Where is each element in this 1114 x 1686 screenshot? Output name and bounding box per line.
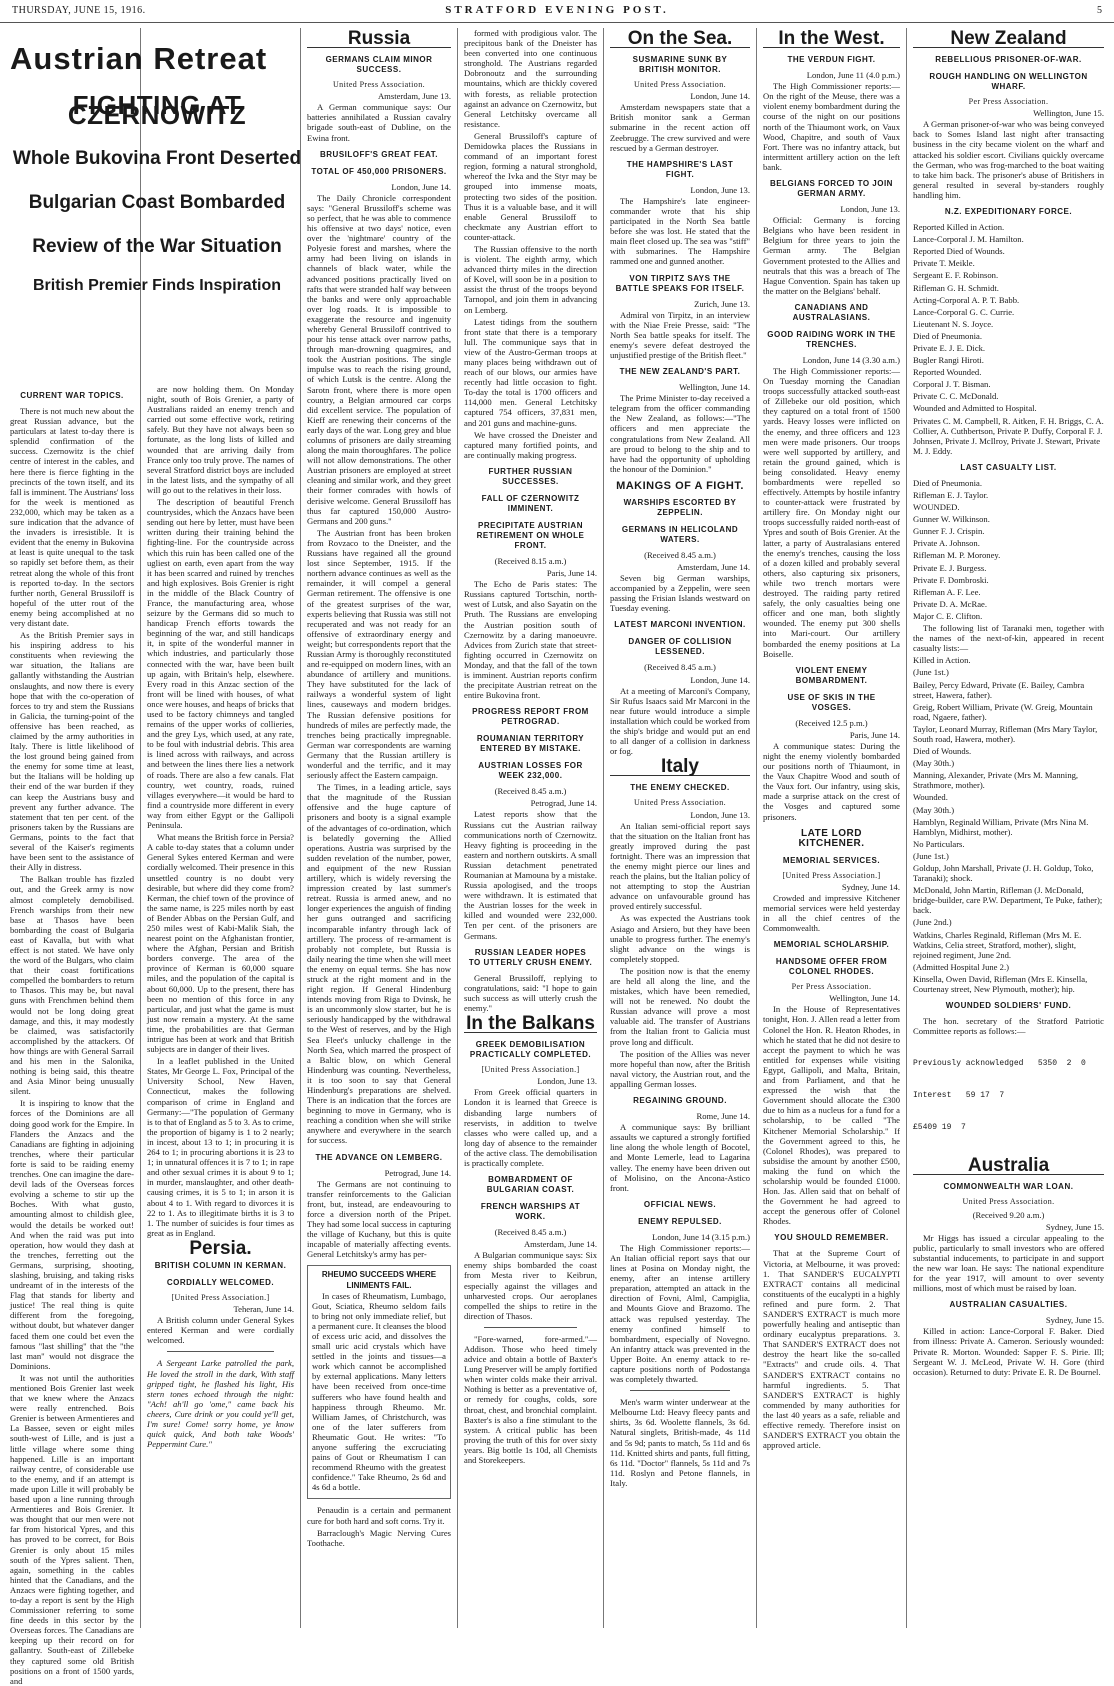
topics-para: The Balkan trouble has fizzled out, and the Greek army is now almost completely demobilised. French warships from their new base at Thasos have been bombarding the coast of Bulgaria east of Kavalla, but with what effect is not stated. We have only the word of the Bulgars, who claim that their coast fortifications compelled the bombarders to return to Thasos. This may be, but naval guns with Frenchmen behind them would not be long doing great damage, and this, it may modestly be claimed, was satisfactorily accomplished by the attackers. Of how things are with General Sarrail and his men in the Salonika, nothing is being said, this theatre and Asia Minor being unusually silent. [10,874,134,1097]
list-item: Watkins, Charles Reginald, Rifleman (Mrs M. E. Watkins, Celia street, Stratford, mother), slight, rejoined regiment, June 2nd. [913,929,1082,960]
subhead: FALL OF CZERNOWITZ IMMINENT. [481,493,580,513]
dateline: Amsterdam, June 14. [676,562,750,572]
article-text: In the House of Representatives tonight, Hon. J. Allen read a letter from Colonel the Hon. R. Heaton Rhodes, in which he stated that he did not desire to accept the payment to which he was entitled for expenses while visiting Egypt, Gallipoli, and Malta, Britain, and from Parliament, and that he expressed the wish that the Government should allocate the £300 due to him as a nucleus for a fund for a scholarship, to be called "The Kitchener Memorial Scholarship." If the Government agreed to this, he (Colonel Rhodes), was prepared to subsidise the amount by another £500, making the fund on which the scholarship would be founded £1000. Hon. Jas. Allen said that on behalf of the Government he had agreed to accept the generous offer of Colonel Rhodes. [763,1004,900,1227]
issue-date: THURSDAY, JUNE 15, 1916. [12,5,146,16]
lead-headline-block [10,28,304,388]
dateline: Petrograd, June 14. [384,1167,451,1178]
subhead: VIOLENT ENEMY BOMBARDMENT. [795,665,868,685]
subhead: FRENCH WARSHIPS AT WORK. [480,1202,581,1222]
list-item: Private E. J. Burgess. [913,562,987,573]
advert-text: Men's warm winter underwear at the Melbourne Ltd: Heavy fleecy pants and shirts, 3s 6d. Woolette flannels, 3s 6d. Natural singlets, British-made, 4s 11d and 5s 9d; pants to match, 5s 11d and 6s 11d. Knitted shirts and pants, full fitting, 6s 11d. "Doctor" flannels, 5s 11d and 7s 11d. Roslyn and Petone flannels, in Italy. [610,1397,750,1488]
dateline: Amsterdam, June 13. [377,91,451,102]
dateline: London, June 14. [690,674,750,685]
dateline: London, June 13. [690,809,750,820]
list-item: Bailey, Percy Edward, Private (E. Bailey, Cambra street, Hawera, father). [913,679,1085,700]
article-text: The High Commissioner reports:—An Italian official report says that our lines at Posina on Monday night, the enemy, after an intense artillery preparation, attempted an attack in the direction of Fovni, Alml, Campiglia, and Mounts Giove and Brazomo. The attack was repulsed yesterday. The enemy confined himself to bombardment, especially of Novegno. An infantry attack was prevented in the Upper Boite. An enemy attack to re-capture positions north of Podostanga was completely thwarted. [610,1242,750,1385]
topics-para: It is inspiring to know that the forces of the Dominions are all doing good work for the Empire. In Flanders the Anzacs and the Canadians are fighting in adjoining trenches, where their particular forte is said to be raiding enemy trenches. One can imagine the dare-devil lads of the Overseas forces evolving a scheme to stir up the Boches. With what gusto, amounting almost to childish glee, would the details be worked out! And when the raid was put into operation, how would they dash at the trenches, ferretting out the Germans, surprising, shooting, slashing, bruising, and taking risks undreamt of in the interests of the Flag that stands for liberty and justice! The real thing is quite different from the foregoing, without doubt, but whatever danger faced them one could bet even the famous "last shilling" that the "the last man" would not disgrace the Dominions. [10,1098,134,1371]
subhead: LATEST MARCONI INVENTION. [614,620,746,630]
taranaki-list [913,655,1104,994]
received-time: (Received 12.5 p.m.) [795,717,868,728]
article-text: The Russian offensive to the north is violent. The eighth army, which advanced thirty miles in the direction of Kovel, will soon be in a position to assist the thrust of the troops beyond Tarnopol, and join them in advancing on Lemberg. [464,243,597,315]
separator [167,1351,274,1352]
list-item: Corporal J. T. Bisman. [913,379,991,390]
list-item: Died of Wounds. [913,746,972,757]
subhead: YOU SHOULD REMEMBER. [774,1233,889,1243]
advert-text: "Fore-warned, fore-armed."—Addison. Those who heed timely advice and obtain a bottle of Baxter's Lung Preserver will be amply fortified when winter colds make their arrival. Nothing is better as a preventative of, or remedy for coughs, colds, sore throat, chest, and bronchial complaint. Baxter's is also a fine stimulant to the system. A critical public has been proving the truth of this for over sixty years. Big bottle 1s 10d, all Chemists and Storekeepers. [464,1333,597,1466]
dateline: Rome, June 14. [696,1111,750,1122]
advert-verse: A Sergeant Larke patrolled the park, He loved the stroll in the dark, With staff gripped tight, he flashed his light, His stern tones echoed through the night: "Ach! ah'll go 'ome," came back his cheers, Cure drink or you could ye'll get, I'm sure! Come! sorry home, ye know quick quick, And both take Woods' Peppermint Cure." [147,1358,294,1450]
article-text: A Bulgarian communique says: Six enemy ships bombarded the coast from Mesta river to Keibrun, especially against the villages and unharvested crops. Our aeroplanes compelled the ships to retire in the direction of Thasos. [464,1250,597,1321]
column-1 [4,384,140,1686]
article-text: A communique says: By brilliant assaults we captured a strongly fortified line along the whole length of Bocotel, and Monte Lemerle, lead to Lagarina valley. The enemy have been driven out of Molisino, on the Ancona-Astico front. [610,1122,750,1193]
received-time: (Received 8.45 a.m.) [494,786,567,797]
subhead: BRUSILOFF'S GREAT FEAT. [320,149,438,159]
dateline: London, June 14. [391,181,451,192]
subhead: THE ENEMY CHECKED. [630,783,730,793]
agency-line: United Press Association. [634,798,726,808]
headline-bulgarian-coast: Bulgarian Coast Bombarded [28,192,286,214]
dateline: London, June 11 (4.0 p.m.) [806,70,900,81]
list-item: Died of Pneumonia. [913,477,982,488]
article-text: General Brussiloff's capture of Demidowka places the Russians in command of an important forest region, forming a natural stronghold, whereof the Ivka and the Styr may be grouped into immense moats, protecting two sides of the position. Thus it is a valuable base, and it will enable General Brussiloff to checkmate any Austrian effort to counter-attack. [464,130,597,242]
subhead: BOMBARDMENT OF BULGARIAN COAST. [486,1175,575,1195]
list-item: Private D. A. McRae. [913,598,987,609]
rheumo-advert [307,1265,451,1499]
subhead: SUSMARINE SUNK BY BRITISH MONITOR. [632,55,728,75]
dateline: London, June 14 (3.30 a.m.) [802,354,900,365]
fund-row: £5409 19 7 [913,1123,966,1133]
topics-para: What means the British force in Persia? A cable to-day states that a column under General Sykes entered Kerman and were cordially welcomed. Their presence in this unsettled country is no doubt very desirable, but where did they come from? Kerman, the chief town of the province of the same name, is 225 miles north by east of Bender Abbas on the Persian Gulf, and 250 miles west of Kabi-Malik Siah, the nearest point on the Afghanistan frontier, where the Afghan, Persian and British borders converge. The area of the province of Kerman is 60,000 square miles, and the population of the capital is about 60,000. Up to the present, there has been no mention of this force in any particular, and just what the game is must just now remain a mystery. At the same time, the probabilities are that German intrigue has been at work and that British subjects are in danger of their lives. [147,832,294,1055]
subhead: USE OF SKIS IN THE VOSGES. [787,692,876,712]
list-item: Hamblyn, Reginald William, Private (Mrs Nina M. Hamblyn, Midhirst, mother). [913,816,1089,837]
subhead: N.Z. EXPEDITIONARY FORCE. [944,207,1073,217]
subhead: LATE LORD KITCHENER. [798,827,865,849]
advert-text: That at the Supreme Court of Victoria, at Melbourne, it was proved: 1. That SANDER'S EUCALYPTI EXTRACT contains all medicinal constituents of the eucalypti in a highly refined and pure form. 2. That SANDER'S EXTRACT is much more powerfully healing and antiseptic than ordinary eucalyptus preparations. 3. That SANDER'S EXTRACT does not destroy the heart like the so-called "Extracts" and crude oils. 4. That SANDER'S EXTRACT contains no harmful ingredients. 5. That SANDER'S EXTRACT is highly commended by many authorities for the last 40 years as a safe, reliable and effective remedy. Therefore insist on SANDER'S EXTRACT you obtain the approved article. [763,1248,900,1451]
dateline: Wellington, June 14. [679,382,750,393]
agency-line: United Press Association. [333,80,425,90]
subhead: ROUMANIAN TERRITORY ENTERED BY MISTAKE. [476,734,585,754]
list-item: Bugler Rangi Hiroti. [913,355,984,366]
agency-line: United Press Association. [634,80,726,90]
subhead: MEMORIAL SERVICES. [782,855,881,865]
dateline: Sydney, June 15. [1045,1315,1104,1326]
list-item: Greig, Robert William, Private (W. Greig, Mountain road, Ngaere, father). [913,701,1093,722]
list-item: Rifleman A. F. Lee. [913,586,981,597]
article-text: Amsterdam newspapers state that a British monitor sank a German submarine in the recent action off Zeebrugge. The crew survived and were rescued by a German destroyer. [610,102,750,153]
dateline: Wellington, June 15. [1033,108,1104,119]
subhead: RUSSIAN LEADER HOPES TO UTTERLY CRUSH ENEMY. [468,947,593,967]
article-text: The Daily Chronicle correspondent says: "General Brussiloff's scheme was so perfect, that he was able to commence his offensive at two days' notice, even over the 'nightmare' country of the Polyesie forest and marshes, where the army had been living on islands in channels of black water, while the advanced positions practically lived on rafts that were stranded half way between the banks and were only approachable over log roads. It is impossible to exaggerate the resource and ingenuity whereby General Brussiloff contrived to pour his tense attack over narrow paths, through man-drowning quagmires, and took the Austrian positions. The single impulse was to reach the rising ground, of which Lutsk is the centre. Along the Sarotn front, where there is more open country, a Belgian armoured car corps did excellent service. The population of Kieff are renewing their concerns of the early days of the war. Long grey and blue columns of prisoners are daily streaming along the main thoroughfares. The police will not allow demonstrations. The other Austrian prisoners are employed at street cleaning and similar work, and they greet their former comrades with howls of derisive welcome. General Brussiloff has thus far captured 150,000 Austro-Germans and 200 guns." [307,192,451,526]
article-text: As was expected the Austrians took Asiago and Arsiero, but they have been unable to progress further. The enemy's slight advance on the wings is completely stopped. [610,913,750,964]
list-item: Kinsella, Owen David, Rifleman (Mrs E. Kinsella, Courtenay street, New Plymouth, mother); hip. [913,973,1088,995]
article-text: Killed in action: Lance-Corporal F. Baker. Died from illness: Private A. Cameron. Seriously wounded: Private R. Morton. Wounded: Sapper F. S. Pirie. Ill; Sergeant W. J. McLeod, Private W. H. Gore (third occasion). Returned to duty: Private E. R. De Bournel. [913,1326,1104,1377]
list-item: Private E. J. E. Dick. [913,342,986,353]
fund-table [913,1038,1104,1155]
subhead: THE NEW ZEALAND'S PART. [619,367,741,377]
article-text: The Echo de Paris states: The Russians captured Tortschin, north-west of Lutsk, and also Sayatin on the Pruth. The Russians are enveloping the Austrian position south of Czernowitz by a daring manoeuvre. Advices from Zurich state that street-fighting occurred in Czernowitz on Monday, and that the fall of the town is imminent. Austrian reports confirm the precipitate Austrian retreat on the entire Bukovina front. [464,579,597,701]
received-time: (Received 9.20 a.m.) [972,1209,1045,1220]
list-item: Major C. E. Clifton. [913,610,983,621]
list-item: Died of Pneumonia. [913,330,982,341]
article-text: The following list of Taranaki men, together with the names of the next-of-kin, appeared in recent casualty lists:— [913,623,1104,654]
article-text: Latest reports show that the Russians cut the Austrian railway communications north of Czernowitz. Heavy fighting is proceeding in the eastern and northern outskirts. A small Russian detachment penetrated Roumanian at Mamouna by a mistake. Russia apologised, and the troops were withdrawn. It is estimated that the Austrian losses for the week in killed and wounded were 232,000. Ten per cent. of the prisoners are Germans. [464,809,597,941]
subhead: GREEK DEMOBILISATION PRACTICALLY COMPLETED. [469,1040,592,1060]
topics-para: It was not until the authorities mentioned Bois Grenier last week that we knew where the Anzacs were really entrenched. Bois Grenier is between Armentieres and La Bassee, seven or eight miles south-west of Lille, and is just a little village where some thing happened. Lille is an important railway centre, of considerable use to the enemy, and if an attempt is made upon Lille it will probably be based upon a line running through Armentieres and Bois Grenier. It was thought that our men were not far from historical Ypres, and this has proved to be correct, for Bois Grenier is only about 15 miles south of the Ypres salient. Then, again, something in the cables hinted that the Canadians, and the Anzacs were fighting together, and to-day a report is sent by the High Commissioner referring to some fine deeds in this sector by the Overseas forces. The Canadians are keeping up their record on for gallantry. South-east of Zillebeke they captured some old British positions on a front of 1500 yards, and [10,1372,134,1686]
page-number: 5 [1097,5,1102,16]
list-item: Gunner F. J. Crispin. [913,526,985,537]
casualty-list [913,222,1104,456]
topics-para: As the British Premier says in his inspiring address to his constituents when reviewing the war situation, the Italians are gallantly withstanding the Austrian onslaughts, and now there is every hope that with the co-operation of forces to try and stem the Russians in Galicia, the turning-point of the offensive has been reached, as claimed by the army authorities in Italy. There is little likelihood of the lost ground being gained from the enemy for some time at least, but the Italians will be holding up their end of the war burden if they can keep the Austrians busy and prevent any further advance. The statement that ten per cent. of the prisoners taken by the Russians are Germans, points to the fact that several of the Kaiser's regiments have been sent to the assistance of their Ally in distress. [10,630,134,873]
list-item: (June 2nd.) [913,917,952,928]
dateline: Teheran, June 14. [233,1304,294,1315]
subhead: VON TIRPITZ SAYS THE BATTLE SPEAKS FOR ITSELF. [615,273,745,293]
article-text: An Italian semi-official report says that the situation on the Italian front has greatly improved during the past fortnight. There was an impression that the enemy might pierce our lines and reach the plains, but the Italian policy of not attempting to stop the Austrian advance on unfavourable ground has proved entirely successful. [610,820,750,912]
article-text: A German communique says: Our batteries annihilated a Russian cavalry brigade south-east of Dubline, on the Ewina front. [307,102,451,143]
list-item: Wounded. [913,792,948,803]
subhead: LAST CASUALTY LIST. [960,462,1057,472]
subhead: AUSTRIAN LOSSES FOR WEEK 232,000. [478,761,583,781]
list-item: Rifleman G. H. Schmidt. [913,282,999,293]
received-time: (Received 8.45 a.m.) [494,1227,567,1238]
masthead [0,0,1114,23]
in-the-west-heading: In the West. [763,34,900,48]
headline-review: Review of the War Situation [32,236,282,258]
list-item: Killed in Action. [913,655,971,666]
agency-line: Per Press Association. [791,982,872,992]
article-text: The High Commissioner reports:—On Tuesday morning the Canadian troops successfully attacked south-east of Zillebeke our old position, which they captured on a total front of 1500 yards. Heavy losses were inflicted on the enemy, and three officers and 123 men were made prisoners. Our troops were well supported by artillery, and retain the ground gained, which is being consolidated. Heavy enemy bombardments were repelled so effectively. Attempts by hostile infantry to counter-attack were frustrated by artillery fire. On Monday night our troops successfully raided north-east of Ypres and south of Bois Grenier. At the latter, a party of Australasians entered the enemy's trenches, causing the loss of a dozen killed and probably several others, also capturing six prisoners, while two trench mortars were destroyed. The raiding party retired safely, the only casualties being one officer and one man, both slightly wounded. The enemy put 300 shells into Mari-court. Our artillery bombarded the enemy positions at La Boiselle. [763,365,900,659]
article-text: General Brussiloff, replying to congratulations, said: "I hope to gain such success as will utterly crush the enemy." [464,972,597,1013]
column-6 [757,28,906,1630]
list-item: (June 1st.) [913,850,949,861]
list-item: (May 30th.) [913,804,955,815]
article-text: The Austrian front has been broken from Rovzaco to the Dneister, and the Russians have regained all the ground lost since September, 1915. If the northern advance continues as well as the remainder, it will compel a general German retirement. The offensive is one of the greatest surprises of the war, experts believing that Russia was still not recuperated and was not ready for an offensive of extraordinary energy and weight; but correspondents report that the Russian Army is thoroughly reconstituted and re-equipped on modern lines, with an abundance of artillery and munitions. They have substituted for the lack of railways a wonderful system of light lines, causeways and modern bridges. The Russian defensive positions for hundreds of miles are perfectly made, the trenches being practically impregnable. German war correspondents are warning Germany that the Russian artillery is wonderful and the terrific, and it may seriously affect the Eastern campaign. [307,527,451,781]
list-item: Rifleman M. P. Moroney. [913,550,1001,561]
list-item: Lance-Corporal G. C. Currie. [913,306,1015,317]
headline-czernowitz: FIGHTING AT CZERNOWITZ [67,90,247,131]
list-item: Privates C. M. Campbell, R. Aitken, F. H. Briggs, C. A. Collier, A. Cuthbertson, Private P. Duffy, Corporal F. J. Johnsen, Private J. McIlroy, Private J. Stewart, Private M. J. Eddy. [913,415,1104,456]
topics-para: The description of beautiful French countrysides, which the Anzacs have been sending out here by letter, must have been written during their training behind the fighting-line. For the countryside across which this ruin has been called one of the ugliest on earth, even apart from the way it has been scarred and ruined by trenches and high explosives. Bois Grenier is right in the middle of the Black Country of France, the manufacturing area, whose seizure by the Germans did so much to handicap French efforts towards the beginning of the war, and still handicaps it, in spite of the wonderful manner in which industries, and particularly those connected with the war, have been built up again, with Britain's help, elsewhere. Every road in this Anzac section of the front will be lined with houses, of what once were houses, and heaps of bricks that used to be factory chimneys and tangled remains of the upper works of collieries, and the grey Lys, which used, at any rate, to be foul with industrial debris. This area is lined across with railways, and across and between the lines there lies a network of roads. There are also a few canals. Flat country, wet country, roads, ruined villages everywhere—it would be hard to find a countryside more different in every way from either Egypt or the Gallipoli Peninsula. [147,497,294,831]
persia-subhead: BRITISH COLUMN IN KERMAN. [154,1260,287,1270]
dateline: London, June 14. [690,91,750,102]
subhead: CANADIANS AND AUSTRALASIANS. [792,302,871,322]
current-war-topics-heading: CURRENT WAR TOPICS. [20,391,124,400]
article-text: The High Commissioner reports:—On the right of the Meuse, there was a violent enemy bombardment during the course of the night on our positions north of the Thiaumont work, on Vaux Wood, Chapitre, and south of Vaux Fort. There was no infantry attack, but intermittent artillery action on the left bank. [763,81,900,172]
new-zealand-heading: New Zealand [913,34,1104,48]
article-text: The Prime Minister to-day received a telegram from the officer commanding the New Zealand, as follows:—"The officers and men appreciate the congratulations from New Zealand. All are proud to belong to the ship and to have had the opportunity of upholding the honour of the Dominion." [610,393,750,474]
subhead: MEMORIAL SCHOLARSHIP. [773,940,890,950]
headline-austrian-retreat: Austrian Retreat [10,41,268,76]
subhead: THE HAMPSHIRE'S LAST FIGHT. [626,159,734,179]
subhead: GERMANS IN HELICOLAND WATERS. [621,524,739,544]
separator [484,1327,577,1328]
list-item: McDonald, John Martin, Rifleman (J. McDonald, bridge-builder, care P.W. Department, Te Puke, father); back. [913,885,1103,916]
agency-line: [United Press Association.] [782,870,881,880]
agency-line: [United Press Association.] [171,1292,270,1302]
fund-row: Interest 59 17 7 [913,1090,1005,1100]
subhead: PRECIPITATE AUSTRIAN RETIREMENT ON WHOLE FRONT. [476,520,585,550]
subhead: TOTAL OF 450,000 PRISONERS. [311,166,447,176]
article-text: The position now is that the enemy are held all along the line, and the mistakes, which have been remedied, will not be renewed. No doubt the Russian advance will prove a most valuable aid. The transfer of Austrians from the Italian front to Galicia must prove long and difficult. [610,965,750,1047]
article-text: Latest tidings from the southern front state that there is a temporary lull. The communique says that in view of the Austro-German troops at many places being withdrawn out of reach of our blows, our armies have recently had little occasion to fight. To-day the total is 1700 officers and 114,000 men. General Letchitsky captured 754 officers, 37,831 men, and 201 guns and machine-guns. [464,316,597,428]
list-item: (June 1st.) [913,667,949,678]
on-the-sea-heading: On the Sea. [610,34,750,48]
russia-heading: Russia [307,34,451,48]
subhead: OFFICIAL NEWS. [643,1199,717,1209]
dateline: Sydney, June 15. [1045,1221,1104,1232]
article-text: The Germans are not continuing to transfer reinforcements to the Galician front, but, instead, are endeavouring to force a diversion north of the Pripet. They had some local success in capturing the village of Kuchany, but this is quite incapable of materially affecting events. General Letchitsky's army has per- [307,1178,451,1260]
article-text: The position of the Allies was never more hopeful than now, after the British naval victory, the Austrian rout, and the appalling German losses. [610,1048,750,1089]
subhead: WOUNDED SOLDIERS' FUND. [945,1001,1072,1011]
fund-row: Previously acknowledged 5350 2 0 [913,1058,1086,1068]
dateline: Amsterdam, June 14. [523,1239,597,1250]
subhead: REBELLIOUS PRISONER-OF-WAR. [935,55,1082,65]
article-text: At a meeting of Marconi's Company, Sir Rufus Isaacs said Mr Marconi in the near future would introduce a simple installation which could be worked from the ship's bridge and would put an end to all danger of a collision in darkness or fog. [610,685,750,757]
subhead: THE ADVANCE ON LEMBERG. [315,1152,443,1162]
dateline: Wellington, June 14. [829,993,900,1004]
advert-text: Penaudin is a certain and permanent cure for both hard and soft corns. Try it. [307,1505,451,1526]
subhead: MAKINGS OF A FIGHT. [616,479,744,492]
list-item: Reported Wounded. [913,367,982,378]
dateline: Sydney, June 14. [841,881,900,892]
list-item: Rifleman E. J. Taylor. [913,490,989,500]
dateline: Paris, June 14. [546,568,597,579]
list-item: Private T. Meikle. [913,258,975,269]
casualty-list [913,478,1104,621]
balkans-heading: In the Balkans [464,1019,597,1033]
list-item: (May 30th.) [913,758,955,769]
subhead: ROUGH HANDLING ON WELLINGTON WHARF. [929,72,1088,92]
article-text: formed with prodigious valor. The precipitous bank of the Dneister has been converted into one continuous stronghold. The Austrians regarded Dobronoutz and the surrounding mountains, which are thickly covered with forests, as reliable protection against an advance on Czernowitz, but General Letchitsky overcame all resistance. [464,28,597,129]
article-text: From Greek official quarters in London it is learned that Greece is disbanding large numbers of reservists, in addition to twelve classes who were called up, and a long day of absence to the remainder of the active class. The demobilisation is practically complete. [464,1087,597,1168]
article-text: Mr Higgs has issued a circular appealing to the public, particularly to small investors who are offered substantial inducements, to participate in and support the new war loan. He says: The national expenditure for the year 1917, will amount to over seventy millions, most of which must be raised by loan. [913,1232,1104,1294]
list-item: Acting-Corporal A. P. T. Babb. [913,294,1020,305]
subhead: REGAINING GROUND. [633,1096,727,1106]
separator [630,1390,730,1391]
subhead: ENEMY REPULSED. [638,1216,722,1226]
list-item: Lieutenant N. S. Joyce. [913,318,994,329]
agency-line: Per Press Association. [968,97,1049,107]
received-time: (Received 8.45 a.m.) [644,662,716,673]
list-item: Private F. Dombroski. [913,574,989,585]
subhead: HANDSOME OFFER FROM COLONEL RHODES. [775,957,888,977]
list-item: Lance-Corporal J. M. Hamilton. [913,234,1024,245]
list-item: Manning, Alexander, Private (Mrs M. Manning, Strathmore, mother). [913,770,1079,791]
list-item: Taylor, Leonard Murray, Rifleman (Mrs Mary Taylor, South road, Hawera, mother). [913,723,1098,744]
dateline: London, June 13. [840,204,900,215]
subhead: AUSTRALIAN CASUALTIES. [949,1300,1068,1310]
headline-bukovina: Whole Bukovina Front Deserted [12,148,302,170]
list-item: Gunner W. Wilkinson. [913,514,990,525]
article-text: Seven big German warships, accompanied by a Zeppelin, were seen passing the Frisian Islands westward on Tuesday evening. [610,573,750,614]
subhead: PROGRESS REPORT FROM PETROGRAD. [472,707,589,727]
list-item: (Admitted Hospital June 2.) [913,961,1009,972]
advert-text: Barraclough's Magic Nerving Cures Toothache. [307,1527,451,1548]
subhead: THE VERDUN FIGHT. [787,55,876,65]
column-7 [907,28,1110,1630]
advert-text: In cases of Rheumatism, Lumbago, Gout, Sciatica, Rheumo seldom fails to bring not only immediate relief, but a permanent cure. It cleanses the blood of excess uric acid, and dissolves the small uric acid crystals which have settled in the joints and tissues—a work which cannot be accomplished by external applications. Many letters have been received from once-time sufferers who have found health and happiness through Rheumo. Mr. William James, of Christchurch, was one of the later sufferers from Rheumatic Gout. He writes: "To anyone suffering the excruciating pains of Gout or Rheumatism I can recommend Rheumo with the greatest confidence." Take Rheumo, 2s 6d and 4s 6d a bottle. [312,1290,446,1493]
persia-heading: Persia. [189,1237,252,1259]
subhead: GERMANS CLAIM MINOR SUCCESS. [325,55,433,75]
list-item: WOUNDED. [913,502,960,513]
received-time: (Received 8.45 a.m.) [644,549,716,560]
headline-premier: British Premier Finds Inspiration [32,276,282,294]
subhead: WARSHIPS ESCORTED BY ZEPPELIN. [623,497,737,517]
topics-para: There is not much new about the great Russian advance, but the particulars at latest to-day there is splendid confirmation of the success. Czernowitz is the chief centre of interest in the cables, and here there is fierce fighting in the precincts of the town itself, and its fall is imminent. The Austrians' loss for the week is mentioned as 232,000, which may be taken as a sure indication that the advance of the invaders is irresistible. It is evident that the enemy in Bukovina at least is quite unequal to the task so rapidly set before them, as their retreat along the whole of this front is reported to-day. In the sectors further north, General Brussiloff is hopeful of the utter rout of the enemy being accomplished at no very distant date. [10,406,134,628]
article-text: The hon. secretary of the Stratford Patriotic Committee reports as follows:— [913,1016,1104,1037]
persia-subhead-2: CORDIALLY WELCOMED. [166,1277,275,1287]
article-text: A communique states: During the night the enemy violently bombarded our positions north of Thiaumont, in the Vaux Chapitre Wood and south of the Vaux fort. Our infantry, using skis, made a surprise attack on the crest of the Vosges and captured some prisoners. [763,740,900,822]
agency-line: United Press Association. [962,1197,1055,1207]
subhead: GOOD RAIDING WORK IN THE TRENCHES. [767,329,896,349]
dateline: Paris, June 14. [849,729,900,740]
column-4 [458,28,603,1630]
list-item: Reported Died of Wounds. [913,246,1005,257]
topics-para: In a leaflet published in the United States, Mr George L. Fox, Principal of the University School, New Haven, Connecticut, makes the following comparison of crime in England and Germany:—"The population of Germany is to that of England as 5 to 3. As to crime, the proportion of bigamy is 1 to 2 nearly; in incest, about 13 to 1; in procuring it is 264 to 1; in procuring abortions it is 23 to 1; in unnatural offences it is 7 to 1; in rape and other sexual crimes it is about 9 to 1; in murder, manslaughter, and other death-causing crimes, it is 5 to 1; in arson it is about 4 to 1. With regard to divorces it is 22 to 1. As to illegitimate births it is 3 to 1. The number of suicides is four times as great as in England. [147,1056,294,1238]
article-text: Admiral von Tirpitz, in an interview with the Niae Freie Presse, said: "The North Sea battle speaks for itself. The enemy's severe defeat destroyed the unjustified prestige of the British fleet." [610,309,750,360]
subhead: COMMONWEALTH WAR LOAN. [943,1182,1074,1192]
dateline: Petrograd, June 14. [530,798,597,809]
article-text: The Hampshire's late engineer-commander wrote that his ship participated in the North Sea battle before she was lost. He stated that the main fleet closed up. The sea was "stiff" with submarines. The Hampshire rammed one and gunned another. [610,195,750,267]
dateline: London, June 14 (3.15 p.m.) [652,1231,750,1242]
australia-heading: Australia [913,1161,1104,1175]
paper-title: STRATFORD EVENING POST. [445,4,669,16]
list-item: Wounded and Admitted to Hospital. [913,403,1037,414]
dateline: Zurich, June 13. [694,298,750,309]
subhead: DANGER OF COLLISION LESSENED. [628,637,732,657]
column-3 [301,28,457,1630]
italy-heading: Italy [610,762,750,776]
list-item: No Particulars. [913,838,965,849]
list-item: Goldup, John Marshall, Private (J. H. Goldup, Toko, Taranaki); shock. [913,863,1094,884]
column-2 [141,384,300,1630]
list-item: Private A. Johnson. [913,538,980,549]
received-time: (Received 8.15 a.m.) [494,555,567,566]
list-item: Reported Killed in Action. [913,222,1005,233]
article-text: Official: Germany is forcing Belgians who have been resident in Belgium for three years to join the German army. The Belgian Government protested to the Allies and neutrals that this was a breach of The Hague Convention. Spain has taken up the matter on the Belgians' behalf. [763,215,900,296]
list-item: Sergeant E. F. Robinson. [913,270,999,281]
article-text: A British column under General Sykes entered Kerman and were cordially welcomed. [147,1315,294,1346]
article-text: The Times, in a leading article, says that the magnitude of the Russian offensive and the huge capture of prisoners and booty is a signal example of the advantages of co-ordination, which is belatedly governing the Allied operations. Austria was surprised by the sudden revelation of the number, power, and equipment of the new Russian artillery, which is widely reversing the impression created by last summer's retreat. Russia is armed anew, and no longer experiences the anguish of finding her guns outranged and sacrificing incomparable infantry through lack of artillery. The process of re-armament is probably not complete, but Russia is daily nearing the time when she will meet the enemy on equal terms. She has now struck at the right moment and in the right region. If General Hindenburg intends moving from Riga to Dvinsk, he is an uncommonly slow starter, but he is seriously handicapped by the withdrawal to the West of reserves, and by the High Sea Fleet's unlucky challenge in the North Sea, which marred the prospect of a Baltic blow, on which General Hindenburg was counting. Nevertheless, it is too soon to say that General Hindenburg's preparations are shelved. There is an indication that the forces are beginning to move in Germany, who is reaching a condition when she will strike anywhere and everywhere in the search for success. [307,782,451,1146]
list-item: Private C. C. McDonald. [913,391,999,402]
agency-line: [United Press Association.] [481,1065,580,1075]
article-text: A German prisoner-of-war who was being conveyed back to Somes Island last night after transacting business in the city became violent on the wharf and attacked his soldier escort. Civilians quickly overcame the German, who was frog-marched to the boat waiting to take him back. The prisoner's abuse of Britishers in general resulted in several by-standers roughly handling him. [913,119,1104,200]
advert-heading: RHEUMO SUCCEEDS WHERE LINIMENTS FAIL. [321,1270,437,1290]
topics-para: are now holding them. On Monday night, south of Bois Grenier, a party of Australians raided an enemy trench and carried out some effective work, retiring safely. But they have not always been so fortunate, as the long lists of killed and wounded that are arriving daily from France only too truly prove. The names of several Stratford district boys are included in the latest lists, and the sympathy of all will go out to the relatives in their loss. [147,384,294,495]
dateline: London, June 13. [690,184,750,195]
subhead: BELGIANS FORCED TO JOIN GERMAN ARMY. [770,179,893,199]
article-text: Crowded and impressive Kitchener memorial services were held yesterday in all the chief centres of the Commonwealth. [763,892,900,934]
column-5 [604,28,756,1630]
article-text: We have crossed the Dneister and captured many fortified points, and are continually making progress. [464,429,597,460]
dateline: London, June 13. [537,1076,597,1087]
subhead: FURTHER RUSSIAN SUCCESSES. [488,466,573,486]
